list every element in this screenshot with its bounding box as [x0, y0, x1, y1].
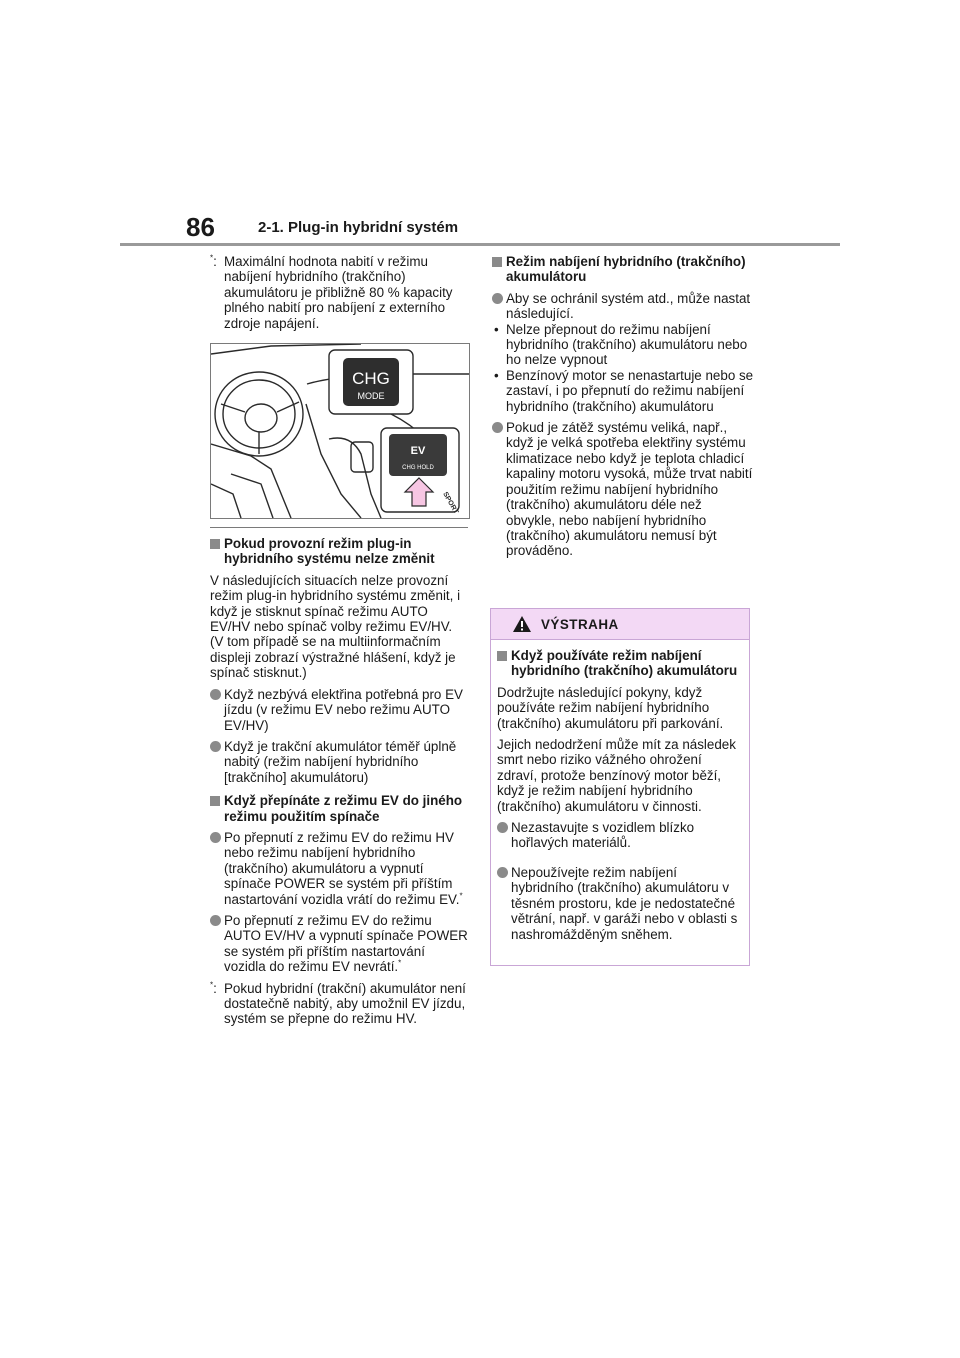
round-bullet-icon	[210, 741, 221, 752]
round-bullet-icon	[497, 822, 508, 833]
warning-paragraph-2: Jejich nedodržení může mít za následek smrt nebo riziko vážného ohrožení zdraví, protože benzínový motor běží, když je režim nabíjení hybridního (trakčního) akumulátoru v činnosti.	[497, 737, 736, 814]
warning-box	[490, 608, 750, 966]
square-bullet-icon	[492, 257, 502, 267]
footnote-bottom	[210, 981, 468, 1027]
figure-divider	[210, 527, 468, 528]
round-bullet-icon	[210, 832, 221, 843]
bullet-protect-system: Aby se ochránil systém atd., může nastat následující.	[492, 291, 754, 322]
round-bullet-icon	[492, 422, 503, 433]
section-title: 2-1. Plug-in hybridní systém	[258, 219, 459, 236]
warning-heading: Když používáte režim nabíjení hybridního (trakčního) akumulátoru	[497, 648, 743, 679]
dashboard-illustration	[210, 343, 470, 519]
page-number: 86	[186, 212, 215, 242]
round-bullet-icon	[492, 293, 503, 304]
chg-hold-label: CHG HOLD	[402, 465, 434, 472]
chg-label: CHG	[352, 369, 390, 389]
header-rule	[120, 243, 840, 246]
dash-item-engine-stop: • Benzínový motor se nenastartuje nebo se zastaví, i po přepnutí do režimu nabíjení hybridního (trakčního) akumulátoru	[494, 367, 754, 414]
bullet-ev-to-auto: Po přepnutí z režimu EV do režimu AUTO EV/HV a vypnutí spínače POWER se systém při příštím nastartování vozidla do režimu EV nevrátí.*	[210, 913, 468, 975]
heading-charging-mode: Režim nabíjení hybridního (trakčního) akumulátoru	[492, 254, 754, 285]
round-bullet-icon	[210, 689, 221, 700]
warning-triangle-icon	[512, 615, 532, 633]
heading-mode-cannot-change: Pokud provozní režim plug-in hybridního systému nelze změnit	[210, 536, 468, 567]
round-bullet-icon	[210, 915, 221, 926]
sport-label: SPORT	[441, 491, 460, 516]
chg-hold-button	[381, 428, 460, 516]
warning-bullet-ventilation: Nepoužívejte režim nabíjení hybridního (trakčního) akumulátoru v těsném prostoru, kde je nedostatečné větrání, např. v garáži nebo v oblasti s nashromážděným sněhem.	[497, 865, 743, 942]
warning-header	[491, 609, 749, 640]
bullet-battery-full: Když je trakční akumulátor téměř úplně nabitý (režim nabíjení hybridního [trakčního] akumulátoru)	[210, 739, 468, 785]
footnote-top	[210, 254, 468, 331]
square-bullet-icon	[210, 796, 220, 806]
heading-switch-from-ev: Když přepínáte z režimu EV do jiného režimu použitím spínače	[210, 793, 468, 824]
left-column	[210, 254, 468, 1033]
footnote-bottom-text: Pokud hybridní (trakční) akumulátor není dostatečně nabitý, aby umožnil EV jízdu, systém se přepne do režimu HV.	[224, 980, 466, 1027]
square-bullet-icon	[497, 651, 507, 661]
warning-bullet-flammable: Nezastavujte s vozidlem blízko hořlavých materiálů.	[497, 820, 743, 851]
footnote-marker: *:	[210, 980, 217, 996]
square-bullet-icon	[210, 539, 220, 549]
paragraph-situations: V následujících situacích nelze provozní režim plug-in hybridního systému změnit, i když je stisknut spínač režimu AUTO EV/HV nebo spínač volby režimu EV/HV. (V tom případě se na multiinformačním displeji zobrazí výstražné hlášení, když je spínač stisknut.)	[210, 572, 461, 681]
warning-body	[491, 640, 749, 942]
round-bullet-icon	[497, 867, 508, 878]
bullet-ev-to-hv: Po přepnutí z režimu EV do režimu HV nebo režimu nabíjení hybridního (trakčního) akumulátoru a vypnutí spínače POWER se systém při příštím nastartování vozidla vrátí do režimu EV.*	[210, 830, 468, 907]
warning-paragraph-1: Dodržujte následující pokyny, když používáte režim nabíjení hybridního (trakčního) akumulátoru při parkování.	[497, 684, 724, 731]
mode-label: MODE	[357, 391, 385, 402]
dash-item-cannot-switch: • Nelze přepnout do režimu nabíjení hybridního (trakčního) akumulátoru nebo ho nelze vypnout	[494, 321, 748, 368]
warning-title: VÝSTRAHA	[541, 617, 619, 632]
ev-icon-text: EV	[410, 445, 426, 458]
right-column	[492, 254, 754, 565]
bullet-no-electricity: Když nezbývá elektřina potřebná pro EV jízdu (v režimu EV nebo režimu AUTO EV/HV)	[210, 687, 468, 733]
footnote-top-text: Maximální hodnota nabití v režimu nabíjení hybridního (trakčního) akumulátoru je přibližně 80 % kapacity plného nabití pro nabíjení z externího zdroje napájení.	[224, 254, 453, 331]
footnote-marker: *:	[210, 253, 217, 269]
bullet-system-load: Pokud je zátěž systému veliká, např., když je velká spotřeba elektřiny systému klimatizace nebo když je teplota chladicí kapaliny motoru vysoká, může trvat nabití použitím režimu nabíjení hybridního (trakčního) akumulátoru déle než obvykle, nebo nabíjení hybridního (trakčního) akumulátoru nemusí být prováděno.	[492, 420, 754, 559]
chg-mode-callout	[329, 350, 413, 414]
